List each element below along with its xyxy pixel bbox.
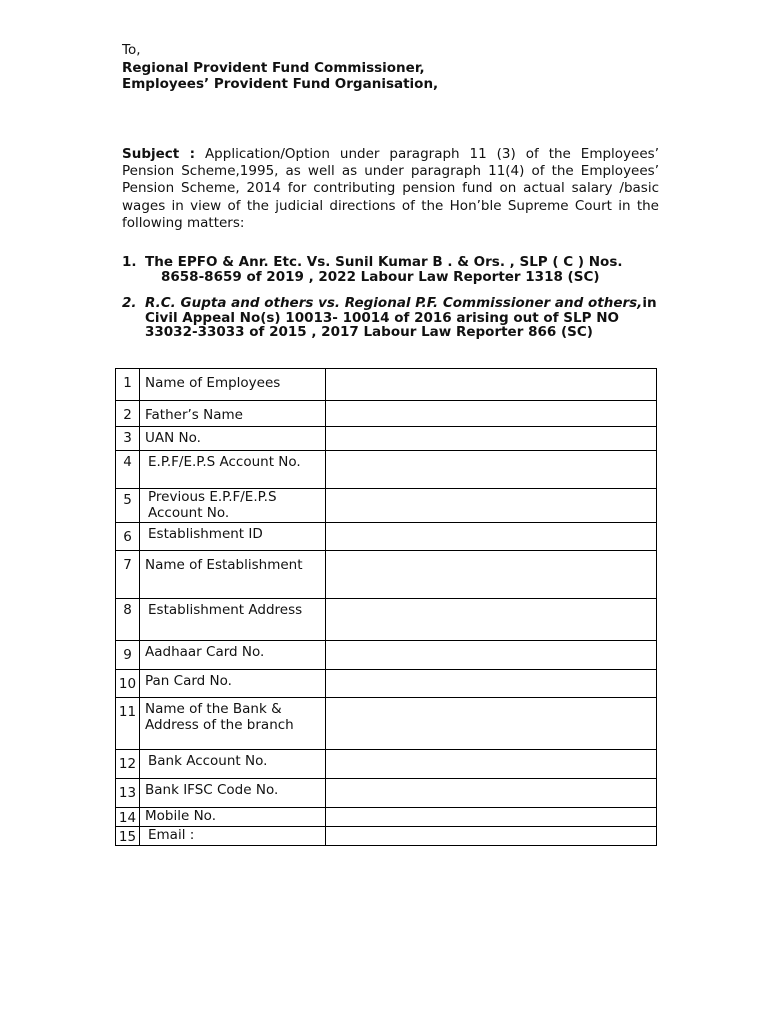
row-label: Aadhaar Card No. xyxy=(140,641,326,670)
subject-label: Subject : xyxy=(122,146,195,162)
mobile-field[interactable] xyxy=(326,808,657,827)
row-label: UAN No. xyxy=(140,427,326,451)
row-label: Name of Employees xyxy=(140,369,326,401)
form-row-establishment-address xyxy=(116,599,657,641)
row-number: 8 xyxy=(116,599,140,641)
form-row-uan xyxy=(116,427,657,451)
matter-2 xyxy=(122,296,659,340)
form-row-aadhaar xyxy=(116,641,657,670)
form-row-employee-name xyxy=(116,369,657,401)
matter-1-line-1: The EPFO & Anr. Etc. Vs. Sunil Kumar B . & Ors. , SLP ( C ) Nos. xyxy=(145,254,623,270)
row-label: Name of Establishment xyxy=(140,551,326,599)
row-label: Pan Card No. xyxy=(140,670,326,698)
form-row-father-name xyxy=(116,401,657,427)
row-number: 10 xyxy=(116,670,140,698)
bank-account-field[interactable] xyxy=(326,750,657,779)
subject-text: Application/Option under paragraph 11 (3) of the Employees’ Pension Scheme,1995, as well as under paragraph 11(4) of the Employees’ Pension Scheme, 2014 for contributing pension fund on actual salary /basic wages in view of the judicial directions of the Hon’ble Supreme Court in the following matters: xyxy=(122,146,659,231)
epf-account-field[interactable] xyxy=(326,451,657,489)
row-number: 1 xyxy=(116,369,140,401)
row-number: 4 xyxy=(116,451,140,489)
ifsc-field[interactable] xyxy=(326,779,657,808)
row-label: Mobile No. xyxy=(140,808,326,827)
previous-epf-account-field[interactable] xyxy=(326,489,657,523)
form-row-previous-epf-account xyxy=(116,489,657,523)
row-label: E.P.F/E.P.S Account No. xyxy=(148,454,301,470)
email-field[interactable] xyxy=(326,827,657,846)
father-name-field[interactable] xyxy=(326,401,657,427)
row-number: 5 xyxy=(116,489,140,523)
row-number: 12 xyxy=(116,750,140,779)
row-number: 2 xyxy=(116,401,140,427)
addressee-line-1: Regional Provident Fund Commissioner, xyxy=(122,60,425,76)
row-label: Establishment Address xyxy=(148,602,303,618)
subject-paragraph xyxy=(122,146,659,232)
aadhaar-field[interactable] xyxy=(326,641,657,670)
form-row-mobile xyxy=(116,808,657,827)
row-number: 13 xyxy=(116,779,140,808)
form-row-bank-account xyxy=(116,750,657,779)
form-row-bank-name-address xyxy=(116,698,657,750)
form-row-establishment-name xyxy=(116,551,657,599)
uan-field[interactable] xyxy=(326,427,657,451)
row-number: 15 xyxy=(116,827,140,846)
row-label: Bank IFSC Code No. xyxy=(140,779,326,808)
addressee-to: To, xyxy=(122,42,141,58)
row-label: Name of the Bank & Address of the branch xyxy=(140,698,326,750)
form-row-epf-account xyxy=(116,451,657,489)
matter-1-line-2: 8658-8659 of 2019 , 2022 Labour Law Reporter 1318 (SC) xyxy=(161,268,600,285)
row-number: 9 xyxy=(116,641,140,670)
form-row-pan xyxy=(116,670,657,698)
matter-1-number: 1. xyxy=(122,254,137,270)
details-form-table xyxy=(115,368,657,846)
form-row-establishment-id xyxy=(116,523,657,551)
form-row-email xyxy=(116,827,657,846)
pan-field[interactable] xyxy=(326,670,657,698)
matter-2-case-details: in Civil Appeal No(s) 10013- 10014 of 2016 arising out of SLP NO 33032-33033 of 2015 , 2017 Labour Law Reporter 866 (SC) xyxy=(145,295,657,340)
establishment-id-field[interactable] xyxy=(326,523,657,551)
matter-1 xyxy=(122,255,659,284)
employee-name-field[interactable] xyxy=(326,369,657,401)
form-row-ifsc xyxy=(116,779,657,808)
row-label: Previous E.P.F/E.P.S Account No. xyxy=(148,489,277,521)
row-number: 3 xyxy=(116,427,140,451)
row-number: 14 xyxy=(116,808,140,827)
addressee-line-2: Employees’ Provident Fund Organisation, xyxy=(122,76,439,92)
establishment-address-field[interactable] xyxy=(326,599,657,641)
row-label: Bank Account No. xyxy=(148,753,268,769)
row-label: Email : xyxy=(148,827,195,843)
row-label: Father’s Name xyxy=(140,401,326,427)
row-number: 11 xyxy=(116,698,140,750)
establishment-name-field[interactable] xyxy=(326,551,657,599)
matter-2-case-title: R.C. Gupta and others vs. Regional P.F. Commissioner and others, xyxy=(145,295,643,311)
row-number: 6 xyxy=(116,523,140,551)
row-label: Establishment ID xyxy=(148,526,263,542)
row-number: 7 xyxy=(116,551,140,599)
bank-name-address-field[interactable] xyxy=(326,698,657,750)
matter-2-text xyxy=(122,296,659,340)
matter-1-text xyxy=(122,255,659,284)
matter-2-number: 2. xyxy=(122,295,137,311)
